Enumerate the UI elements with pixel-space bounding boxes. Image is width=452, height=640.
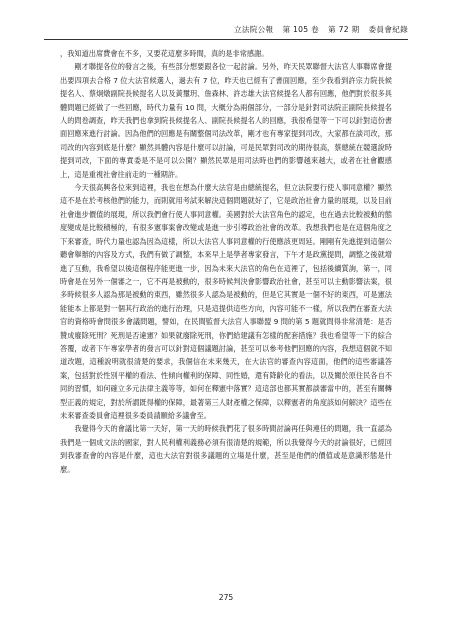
volume-number: 第 105 卷 [282, 25, 320, 34]
page-header [44, 24, 408, 40]
publication-title: 立法院公報 [233, 25, 274, 34]
paragraph: ，我知道出席費會在不多，又要花這麼多時間，真的是非常感謝。 [60, 49, 269, 58]
document-body [60, 47, 392, 476]
section-name: 委員會紀錄 [368, 25, 408, 34]
issue-number: 第 72 期 [328, 25, 360, 34]
header-divider [44, 39, 408, 40]
paragraph: 今天很高興各位來到這裡，我也在想為什麼大法官是由總統提名，但立法院要行使人事同意權？顯然這不是在於考核他們的能力，而則就用考試來解決這個問題就好了，它是政治社會力量的展現，以及目前社會進步價值的展現，所以我們會行使人事同意權。美國對於大法官角色的認定，也在過去比較被動的態度變成是比較積極的，有很多憲事案會改變或是進一步引導政治社會的改革。我想我們也是在這個角度之下來審查，時代力量也認為因為這樣，所以大法官人事同意權的行使應該更周延。剛剛有先進提到這個公聽會舉辦的內容及方式，我們有做了調整，本來早上是學者專家發言，下午才是政黨提問，調整之後就增進了互動，我希望以後這個程序能更進一步，因為未來大法官的角色在這裡了，包括後續質詢，第一，同時會是在另外一個審之一，它不再是被動的，很多時候判決會影響政治社會，甚至可以主動影響法案，很多時候很多人認為那是被動的東西，雖然很多人認為是被動的，但是它其實是一個不好的東西，可是憲法能能本上都是對一個其行政治的進行治理，只是這提供這些方向，內容可能不一樣，所以我們在審查大法官的資格時會問很多會議問題，譬如，在民間監督大法官人事聯盟 9 問的第 5 題就問得非常清楚：是否贊成廢除死刑？死刑是否違憲？如果就廢除死刑，你們給建議有怎樣的配套措施？我也希望等一下的綜合答覆，或者下午專家學者的發言可以針對這個議題討論，甚至可以參考他們回應的內容，我想這個就不知道改題，這種說明就很清楚的要求，我個信在未來幾天，在大法官的審查內容這面，他們的這些審議答案，包括對於性別平權的看法、性傾向權利的保障、同性婚，還有降齡化的看法，以及關於原住民各自不同的習慣，如何確立多元法律主義等等，如何在釋憲中落實？這這部也都其實都談審當中的，甚至有關轉型正義的規定，對於所謂既得權的保障，最著第三人財產權之保障，以釋憲者的角度該如何解決？這些在未來審查委員會這裡很多委員請願給多議會至。 [60, 183, 392, 420]
paragraph: 剛才聯提各位的發言之後，有些部分想要跟各位一起討論。另外，昨天民眾聯督大法官人事聯席會提出要四項去合格 7 位大法官候選人，過去有 7 位，昨天也已經有了書面回應，至少我看到許宗力院長候提名人、蔡炯燉副院長候提名人以及黃璽玥、詹森林、許志雄大法官候提名人都有回應，他們對於很多具體問題已經做了一些回應，時代力量有 10 問，大概分為兩個部分，一部分是針對司法院正副院長候提名人的問卷調查，昨天我們也拿到院長候提名人、副院長候提名人的回應，我很希望等一下可以針對這份書面回應來進行討論。因為他們的回應是有關整個司法改革，剛才也有專家提到司改，大家都在談司改，那司改的內容到底是什麼？顯然具體內容是什麼可以討論，可是民眾對司改的期待很高，蔡總統在競選說時提到司改，下面的專責委是不是可以公開？顯然民眾是用司法時也們的影響越來越大，或者在社會觀感上，這是重視社會往前走的一種期許。 [60, 62, 392, 179]
paragraph: 我覺得今天的會議比第一天好，第一天的時候我們花了很多時間討論再任與連任的問題，我一直認為我們是一個成文法的國家，對人民利權利義務必須有很清楚的規範，所以我覺得今天的討論很好，已經回到我審查會的內容是什麼，這也大法官對很多議題的立場是什麼，甚至是他們的價值或是意識形態是什麼。 [60, 424, 392, 474]
page-number: 275 [218, 593, 234, 602]
